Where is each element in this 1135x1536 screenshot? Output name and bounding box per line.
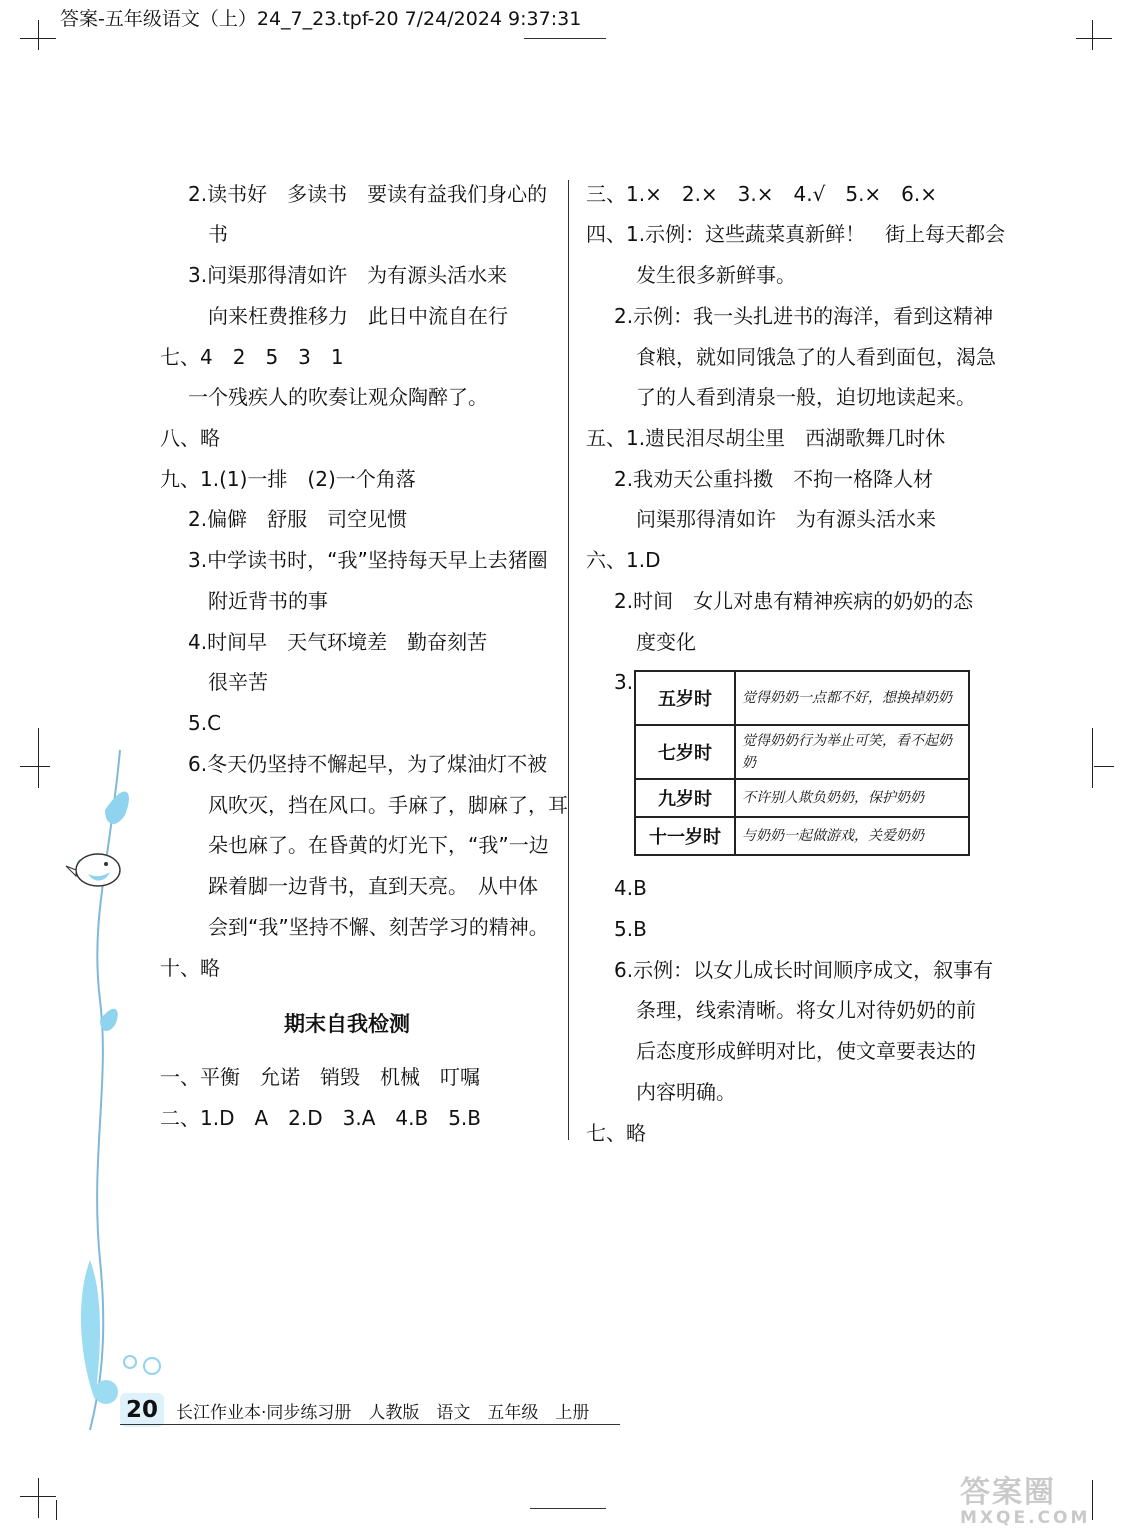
- answer-line: 问渠那得清如许 为有源头活水来: [636, 507, 936, 531]
- answer-line: 内容明确。: [636, 1080, 736, 1104]
- answer-line: 2.示例：我一头扎进书的海洋，看到这精神: [614, 304, 994, 328]
- answer-line: 4.B: [614, 876, 647, 900]
- answer-line: 八、略: [160, 426, 220, 450]
- table-cell-attitude: 不许别人欺负奶奶，保护奶奶: [735, 779, 969, 817]
- answer-line: 一、平衡 允诺 销毁 机械 叮嘱: [160, 1065, 480, 1089]
- watermark-text: 答案圈: [960, 1475, 1056, 1510]
- table-cell-age: 五岁时: [635, 671, 735, 725]
- left-column: [160, 170, 568, 1130]
- answer-line: 朵也麻了。在昏黄的灯光下，“我”一边: [208, 833, 549, 857]
- answer-line: 4.时间早 天气环境差 勤奋刻苦: [188, 630, 488, 654]
- answer-line: 2.读书好 多读书 要读有益我们身心的: [188, 182, 548, 206]
- table-row: [635, 671, 969, 725]
- answer-line: 5.C: [188, 711, 222, 735]
- file-stamp: 答案-五年级语文（上）24_7_23.tpf-20 7/24/2024 9:37:31: [60, 8, 582, 30]
- answer-line: 六、1.D: [586, 548, 661, 572]
- answer-line: 发生很多新鲜事。: [636, 263, 796, 287]
- table-row: [635, 725, 969, 779]
- answer-line: 七、4 2 5 3 1: [160, 345, 344, 369]
- table-cell-age: 七岁时: [635, 725, 735, 779]
- table-cell-age: 九岁时: [635, 779, 735, 817]
- answer-line: 五、1.遗民泪尽胡尘里 西湖歌舞几时休: [586, 426, 946, 450]
- answer-line: 了的人看到清泉一般，迫切地读起来。: [636, 385, 976, 409]
- table-row: [635, 779, 969, 817]
- answer-line: 后态度形成鲜明对比，使文章要表达的: [636, 1039, 976, 1063]
- answer-line: 5.B: [614, 917, 647, 941]
- answer-line: 九、1.(1)一排 (2)一个角落: [160, 467, 416, 491]
- answer-line: 6.示例：以女儿成长时间顺序成文，叙事有: [614, 958, 994, 982]
- book-info: 长江作业本·同步练习册 人教版 语文 五年级 上册: [176, 1402, 590, 1423]
- right-column: [586, 170, 1006, 1170]
- section-title: 期末自我检测: [284, 1012, 410, 1036]
- answer-line: 2.我劝天公重抖擞 不拘一格降人材: [614, 467, 934, 491]
- answer-line: 跺着脚一边背书，直到天亮。 从中体: [208, 874, 538, 898]
- answer-line: 食粮，就如同饿急了的人看到面包，渴急: [636, 345, 996, 369]
- answer-line: 三、1.× 2.× 3.× 4.√ 5.× 6.×: [586, 182, 938, 206]
- table-cell-age: 十一岁时: [635, 817, 735, 855]
- answer-line: 6.冬天仍坚持不懈起早，为了煤油灯不被: [188, 752, 548, 776]
- answer-line: 二、1.D A 2.D 3.A 4.B 5.B: [160, 1106, 482, 1130]
- top-rule: [524, 38, 606, 39]
- answer-line: 附近背书的事: [208, 589, 328, 613]
- table-cell-attitude: 觉得奶奶行为举止可笑，看不起奶奶: [735, 725, 969, 779]
- answer-line: 风吹灭，挡在风口。手麻了，脚麻了，耳: [208, 793, 568, 817]
- answer-line: 度变化: [636, 630, 696, 654]
- column-divider: [568, 180, 569, 1140]
- attitude-table: [634, 670, 970, 856]
- answer-line: 一个残疾人的吹奏让观众陶醉了。: [188, 385, 488, 409]
- answer-line: 向来枉费推移力 此日中流自在行: [208, 304, 508, 328]
- answer-line: 很辛苦: [208, 670, 268, 694]
- watermark-logo: [960, 1475, 1120, 1528]
- answer-line: 十、略: [160, 956, 220, 980]
- answer-line: 条理，线索清晰。将女儿对待奶奶的前: [636, 998, 976, 1022]
- answer-line: 七、略: [586, 1121, 646, 1145]
- answer-line: 3.问渠那得清如许 为有源头活水来: [188, 263, 508, 287]
- answer-line: 2.时间 女儿对患有精神疾病的奶奶的态: [614, 589, 974, 613]
- table-label: 3.: [614, 670, 634, 694]
- table-row: [635, 817, 969, 855]
- answer-line: 四、1.示例：这些蔬菜真新鲜！ 街上每天都会: [586, 222, 1006, 246]
- watermark-url: MXQE.COM: [960, 1508, 1091, 1528]
- page-number: 20: [120, 1393, 164, 1427]
- table-cell-attitude: 与奶奶一起做游戏，关爱奶奶: [735, 817, 969, 855]
- answer-line: 书: [208, 222, 228, 246]
- answer-line: 3.中学读书时，“我”坚持每天早上去猪圈: [188, 548, 548, 572]
- table-cell-attitude: 觉得奶奶一点都不好，想换掉奶奶: [735, 671, 969, 725]
- page-footer: [120, 1393, 589, 1427]
- bottom-rule: [530, 1508, 606, 1509]
- answer-line: 2.偏僻 舒服 司空见惯: [188, 507, 408, 531]
- footer-rule: [120, 1424, 620, 1425]
- answer-line: 会到“我”坚持不懈、刻苦学习的精神。: [208, 915, 549, 939]
